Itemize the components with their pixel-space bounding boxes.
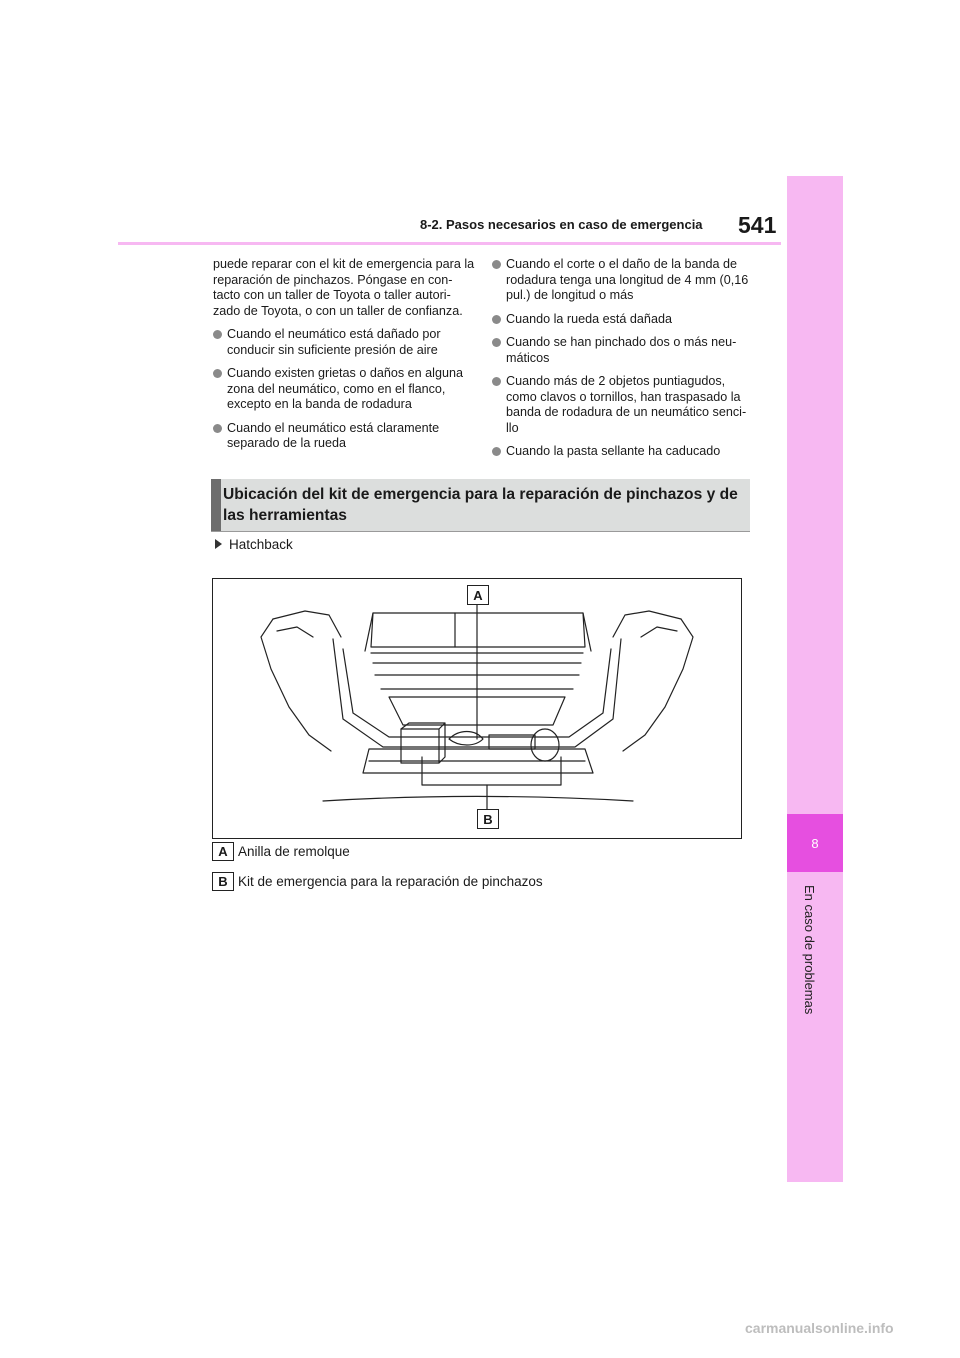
- bullet-text: Cuando se han pinchado dos o más neu-máticos: [506, 335, 737, 365]
- bullet-dot-icon: [492, 338, 501, 347]
- chapter-side-tab: [787, 176, 843, 1182]
- variant-label: [215, 537, 293, 552]
- list-item: [213, 366, 475, 413]
- list-item: [492, 444, 754, 460]
- section-heading-bar: [211, 479, 221, 531]
- legend-text: Anilla de remolque: [238, 844, 350, 859]
- list-item: [213, 421, 475, 452]
- list-item: [492, 374, 754, 436]
- chapter-title-vertical: En caso de problemas: [802, 885, 817, 1015]
- bullet-text: Cuando existen grietas o daños en alguna zona del neumático, como en el flanco, excepto en la banda de rodadura: [227, 366, 463, 411]
- callout-a-label: A: [467, 585, 489, 605]
- bullet-text: Cuando más de 2 objetos puntiagudos, como clavos o tornillos, han traspasado la banda de rodadura de un neumático senci-llo: [506, 374, 747, 435]
- intro-paragraph: puede reparar con el kit de emergencia para la reparación de pinchazos. Póngase en con-tacto con un taller de Toyota o taller autori-zado de Toyota, o con un taller de confianza.: [213, 257, 475, 318]
- left-column: [213, 257, 475, 460]
- page-number: 541: [738, 212, 777, 238]
- list-item: [213, 327, 475, 358]
- bullet-text: Cuando la pasta sellante ha caducado: [506, 444, 721, 458]
- trunk-drawing: [213, 579, 741, 838]
- bullet-dot-icon: [492, 447, 501, 456]
- watermark: carmanualsonline.info: [745, 1320, 894, 1336]
- list-item: [492, 312, 754, 328]
- bullet-dot-icon: [492, 315, 501, 324]
- callout-b-label: B: [477, 809, 499, 829]
- chapter-number-tab: [787, 814, 843, 872]
- legend-item: [212, 842, 350, 861]
- trunk-illustration: [212, 578, 742, 839]
- triangle-right-icon: [215, 539, 222, 549]
- bullet-dot-icon: [492, 377, 501, 386]
- section-header-title: 8-2. Pasos necesarios en caso de emergencia: [420, 217, 703, 232]
- right-column: [492, 257, 754, 468]
- section-heading-title: Ubicación del kit de emergencia para la reparación de pinchazos y de las herramientas: [223, 486, 738, 524]
- chapter-number: 8: [811, 835, 819, 851]
- bullet-text: Cuando el neumático está claramente separado de la rueda: [227, 420, 440, 450]
- bullet-text: Cuando el neumático está dañado por conducir sin suficiente presión de aire: [227, 327, 441, 357]
- bullet-dot-icon: [213, 330, 222, 339]
- legend-key-a: A: [212, 842, 234, 861]
- bullet-dot-icon: [213, 369, 222, 378]
- bullet-text: Cuando la rueda está dañada: [506, 311, 672, 326]
- bullet-dot-icon: [492, 260, 501, 269]
- legend-text: Kit de emergencia para la reparación de pinchazos: [238, 874, 543, 889]
- list-item: [492, 335, 754, 366]
- legend-key-b: B: [212, 872, 234, 891]
- bullet-dot-icon: [213, 424, 222, 433]
- section-heading-box: [211, 479, 750, 532]
- header-rule: [118, 242, 781, 245]
- list-item: [492, 257, 754, 304]
- variant-text: Hatchback: [229, 537, 293, 552]
- bullet-text: Cuando el corte o el daño de la banda de rodadura tenga una longitud de 4 mm (0,16 pul.) de longitud o más: [506, 257, 749, 302]
- legend-item: [212, 872, 543, 891]
